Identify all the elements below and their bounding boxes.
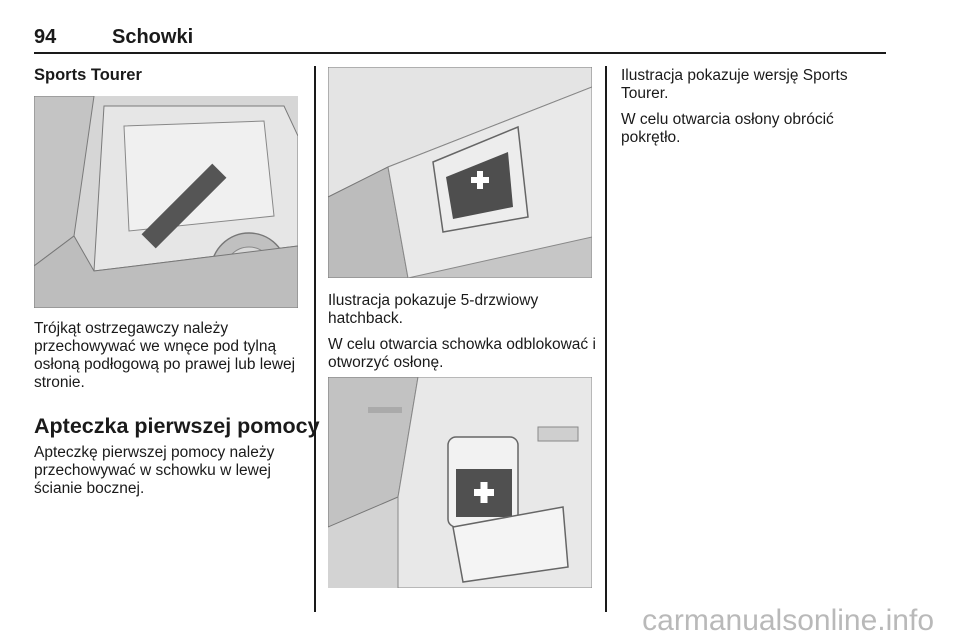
- figure-warning-triangle-trunk: [34, 96, 298, 308]
- column-divider-right: [605, 66, 607, 612]
- page-title: Schowki: [112, 26, 194, 48]
- section-heading: Apteczka pierwszej pomocy: [34, 414, 320, 438]
- sports-tourer-caption: Ilustracja pokazuje wersję Sports Tourer.: [621, 67, 848, 102]
- page-number: 94: [34, 26, 57, 48]
- turn-knob-caption: W celu otwarcia osłony obrócić pokrętło.: [621, 111, 834, 146]
- section-subheading: Sports Tourer: [34, 66, 142, 84]
- first-aid-body: Apteczkę pierwszej pomocy należy przechowywać w schowku w lewej ścianie bocznej.: [34, 444, 275, 497]
- figure-sports-tourer-compartment: [328, 377, 592, 588]
- open-compartment-caption: W celu otwarcia schowka odblokować i otworzyć osłonę.: [328, 336, 596, 371]
- sports-tourer-captions: [621, 67, 866, 155]
- hatchback-captions: [328, 292, 598, 380]
- watermark: carmanualsonline.info: [642, 604, 934, 637]
- hatchback-caption: Ilustracja pokazuje 5-drzwiowy hatchback.: [328, 292, 539, 327]
- column-divider-left: [314, 66, 316, 612]
- header-divider: [34, 52, 886, 54]
- figure-hatchback-compartment: [328, 67, 592, 278]
- warning-triangle-paragraph: Trójkąt ostrzegawczy należy przechowywać we wnęce pod tylną osłoną podłogową po prawej lub lewej stronie.: [34, 320, 296, 391]
